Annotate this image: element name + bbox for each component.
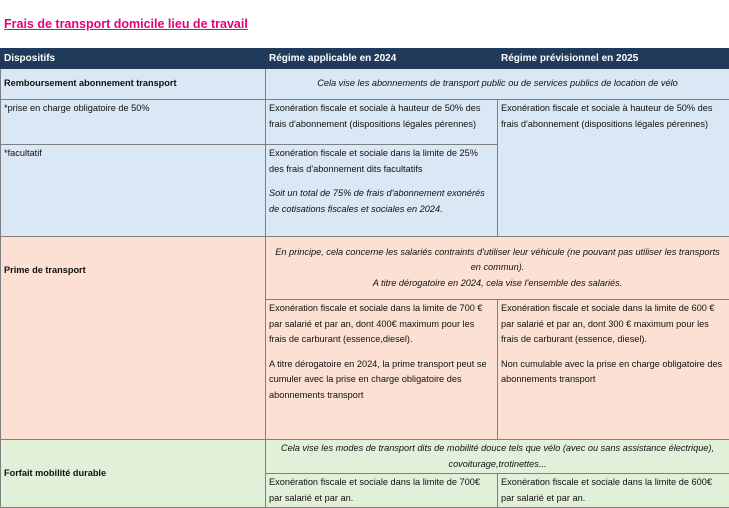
obligatoire-label: *prise en charge obligatoire de 50%	[1, 100, 266, 145]
obligatoire-regime-2024: Exonération fiscale et sociale à hauteur de 50% des frais d'abonnement (dispositions légales pérennes)	[266, 100, 498, 145]
header-dispositifs: Dispositifs	[1, 49, 266, 69]
obligatoire-row	[1, 100, 729, 145]
obligatoire-regime-2025: Exonération fiscale et sociale à hauteur de 50% des frais d'abonnement (dispositions légales pérennes)	[498, 100, 729, 237]
forfait-regime-2025: Exonération fiscale et sociale dans la limite de 600€ par salarié et par an.	[498, 474, 729, 508]
facultatif-regime-2024-note: Soit un total de 75% de frais d'abonnement exonérés de cotisations fiscales et sociales en 2024.	[269, 186, 494, 217]
remboursement-label: Remboursement abonnement transport	[1, 69, 266, 100]
header-regime-2025: Régime prévisionnel en 2025	[498, 49, 729, 69]
facultatif-label: *facultatif	[1, 145, 266, 237]
prime-description	[266, 237, 729, 300]
forfait-regime-2024: Exonération fiscale et sociale dans la limite de 700€ par salarié et par an.	[266, 474, 498, 508]
prime-regime-2024-p1: Exonération fiscale et sociale dans la limite de 700 € par salarié et par an, dont 400€ maximum pour les frais de carburant (essence,diesel).	[269, 301, 494, 348]
prime-description-1: En principe, cela concerne les salariés contraints d'utiliser leur véhicule (ne pouvant pas utiliser les transports en commun).	[269, 245, 726, 276]
forfait-description: Cela vise les modes de transport dits de mobilité douce tels que vélo (avec ou sans assistance électrique), covoiturage,trotinettes...	[266, 440, 729, 474]
forfait-row	[1, 440, 729, 474]
prime-regime-2025-p1: Exonération fiscale et sociale dans la limite de 600 € par salarié et par an, dont 300 € maximum pour les frais de carburant (essence, diesel).	[501, 301, 726, 348]
prime-label: Prime de transport	[1, 237, 266, 440]
prime-regime-2025-p2: Non cumulable avec la prise en charge obligatoire des abonnements transport	[501, 357, 726, 388]
facultatif-regime-2024	[266, 145, 498, 237]
header-row	[1, 49, 729, 69]
facultatif-regime-2024-text: Exonération fiscale et sociale dans la limite de 25% des frais d'abonnement dits facultatifs	[269, 146, 494, 177]
transport-table	[0, 48, 729, 508]
prime-regime-2025	[498, 300, 729, 440]
prime-regime-2024-p2: A titre dérogatoire en 2024, la prime transport peut se cumuler avec la prise en charge obligatoire des abonnements transport	[269, 357, 494, 404]
prime-regime-2024	[266, 300, 498, 440]
header-regime-2024: Régime applicable en 2024	[266, 49, 498, 69]
prime-description-2: A titre dérogatoire en 2024, cela vise l'ensemble des salariés.	[269, 276, 726, 292]
remboursement-row	[1, 69, 729, 100]
page-title: Frais de transport domicile lieu de travail	[4, 17, 248, 31]
remboursement-description: Cela vise les abonnements de transport public ou de services publics de location de vélo	[266, 69, 729, 100]
prime-row	[1, 237, 729, 300]
forfait-label: Forfait mobilité durable	[1, 440, 266, 508]
